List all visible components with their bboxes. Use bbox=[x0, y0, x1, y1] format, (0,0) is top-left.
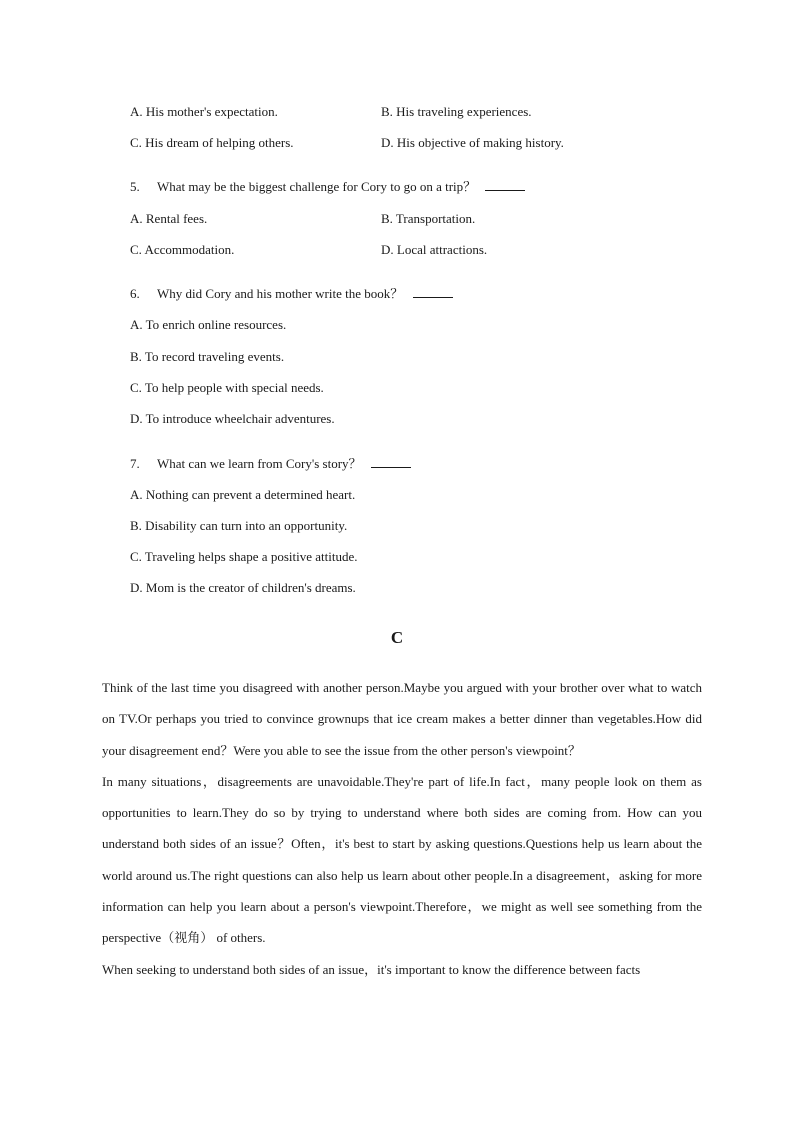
q7-answer-blank[interactable] bbox=[371, 456, 411, 468]
q5-option-c[interactable]: C. Accommodation. bbox=[130, 242, 235, 257]
q7-text: What can we learn from Cory's story？ bbox=[157, 456, 362, 471]
q5-option-b[interactable]: B. Transportation. bbox=[381, 211, 476, 226]
q4-option-c[interactable]: C. His dream of helping others. bbox=[130, 135, 294, 150]
q7-option-a[interactable]: A. Nothing can prevent a determined heart. bbox=[130, 487, 356, 502]
q4-option-a[interactable]: A. His mother's expectation. bbox=[130, 104, 278, 119]
section-heading: C bbox=[390, 628, 404, 647]
q7-option-c[interactable]: C. Traveling helps shape a positive attitude. bbox=[130, 549, 358, 564]
q4-option-b[interactable]: B. His traveling experiences. bbox=[381, 104, 532, 119]
question-5 bbox=[130, 179, 525, 195]
q6-answer-blank[interactable] bbox=[413, 286, 453, 298]
q4-options-row-1 bbox=[130, 104, 532, 120]
q5-number: 5. bbox=[130, 179, 140, 194]
passage bbox=[102, 672, 702, 985]
q4-option-d[interactable]: D. His objective of making history. bbox=[381, 135, 564, 150]
question-6 bbox=[130, 286, 453, 302]
q6-option-b[interactable]: B. To record traveling events. bbox=[130, 349, 285, 364]
q6-number: 6. bbox=[130, 286, 140, 301]
passage-paragraph-1: Think of the last time you disagreed with another person.Maybe you argued with your brother over what to watch on TV.Or perhaps you tried to convince grownups that ice cream makes a better dinner than vegetables.How did your disagreement end？Were you able to see the issue from the other person's viewpoint？ bbox=[102, 680, 702, 758]
q5-text: What may be the biggest challenge for Cory to go on a trip？ bbox=[157, 179, 477, 194]
q5-options-row-1 bbox=[130, 211, 476, 227]
q6-option-d[interactable]: D. To introduce wheelchair adventures. bbox=[130, 411, 335, 426]
q4-options-row-2 bbox=[130, 135, 564, 151]
question-7 bbox=[130, 456, 411, 472]
q6-text: Why did Cory and his mother write the book？ bbox=[157, 286, 404, 301]
q7-option-b[interactable]: B. Disability can turn into an opportunity. bbox=[130, 518, 348, 533]
q7-option-d[interactable]: D. Mom is the creator of children's dreams. bbox=[130, 580, 356, 595]
q5-options-row-2 bbox=[130, 242, 488, 258]
q5-option-d[interactable]: D. Local attractions. bbox=[381, 242, 488, 257]
q6-option-a[interactable]: A. To enrich online resources. bbox=[130, 317, 287, 332]
q7-number: 7. bbox=[130, 456, 140, 471]
passage-paragraph-3: When seeking to understand both sides of an issue，it's important to know the difference between facts bbox=[102, 961, 641, 977]
q5-answer-blank[interactable] bbox=[485, 179, 525, 191]
q6-option-c[interactable]: C. To help people with special needs. bbox=[130, 380, 324, 395]
q5-option-a[interactable]: A. Rental fees. bbox=[130, 211, 208, 226]
passage-paragraph-2: In many situations，disagreements are unavoidable.They're part of life.In fact，many people look on them as opportunities to learn.They do so by trying to understand where both sides are coming from. How can you understand both sides of an issue？Often，it's best to start by asking questions.Questions help us learn about the world around us.The right questions can also help us learn about other people.In a disagreement，asking for more information can help you learn about a person's viewpoint.Therefore，we might as well see something from the perspective（视角） of others. bbox=[102, 773, 702, 946]
